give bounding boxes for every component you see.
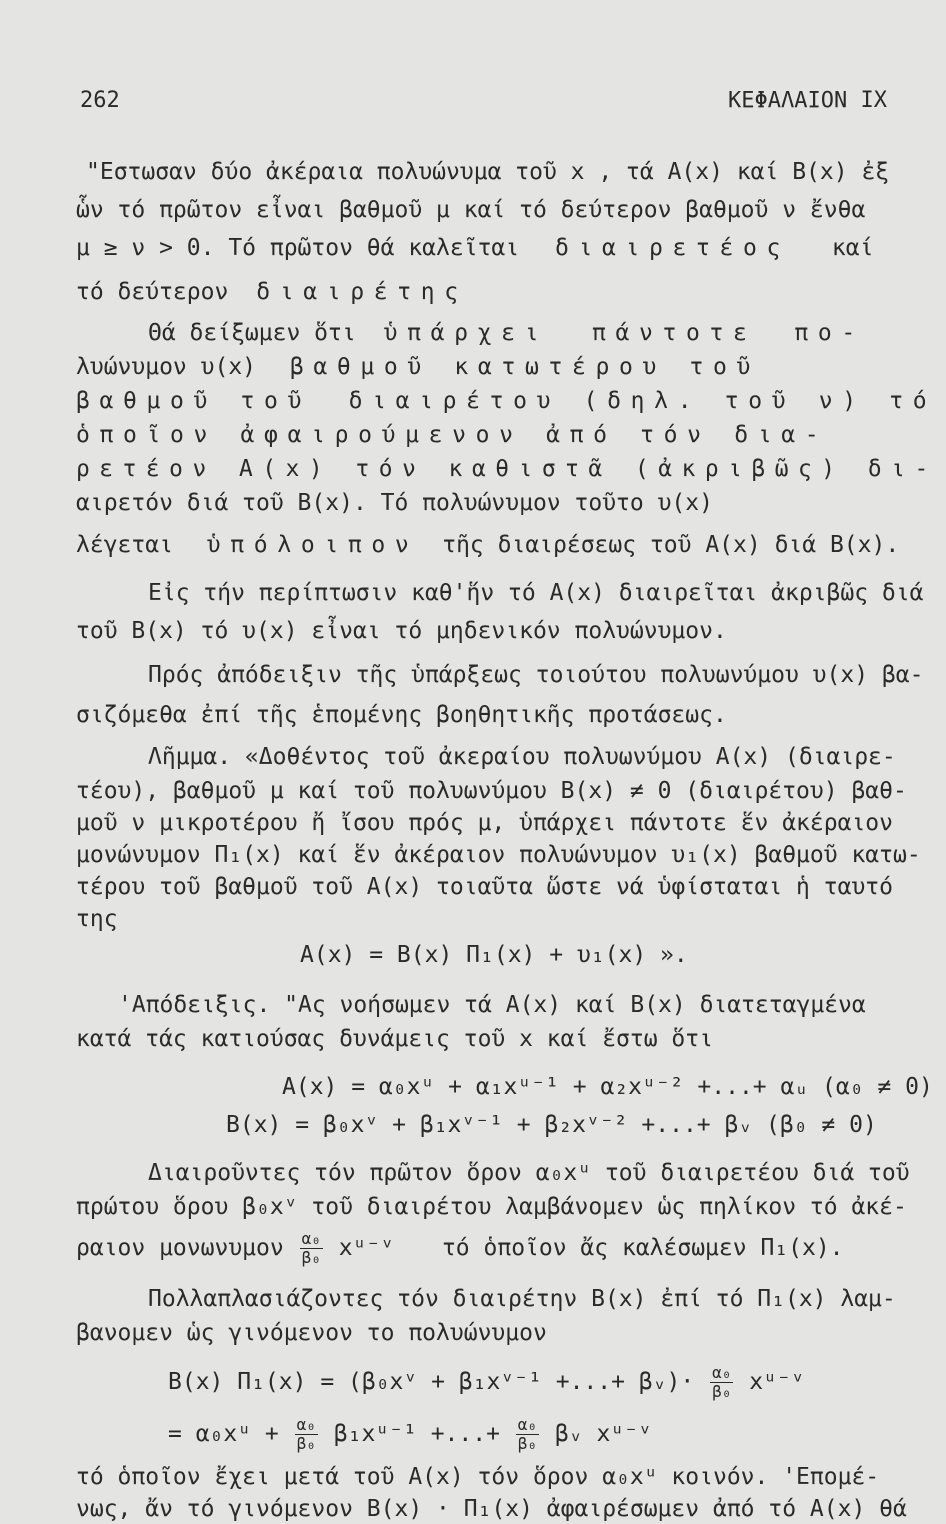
text-line-5-start: Θά δείξωμεν ὅτι: [148, 320, 356, 346]
product-fraction-1-numerator: α₀: [712, 1363, 732, 1382]
product-fraction-1-denominator: β₀: [712, 1382, 732, 1401]
text-line-5: [148, 318, 865, 348]
proof-line-5: [76, 1230, 844, 1267]
proof-line-2: κατά τάς κατιούσας δυνάμεις τοῦ x καί ἔστω ὅτι: [76, 1026, 713, 1052]
text-line-14: Πρός ἀπόδειξιν τῆς ὑπάρξεως τοιούτου πολυωνύμου υ(x) βα-: [148, 662, 924, 688]
product-term-bv: βᵥ xᵘ⁻ᵛ: [554, 1421, 652, 1447]
lemma-line-5: τέρου τοῦ βαθμοῦ τοῦ A(x) τοιαῦτα ὥστε νά ὑφίσταται ἡ ταυτό: [76, 874, 893, 900]
formula-a: A(x) = α₀xᵘ + α₁xᵘ⁻¹ + α₂xᵘ⁻² +...+ αᵤ (α₀ ≠ 0): [282, 1074, 933, 1100]
text-line-3: [76, 233, 873, 263]
product-line-1: [168, 1364, 805, 1401]
proof-line-9: νως, ἄν τό γινόμενον B(x) · Π₁(x) ἀφαιρέσωμεν ἀπό τό A(x) θά: [76, 1496, 907, 1522]
text-line-4: [76, 277, 468, 307]
term-yparxei: ὑπάρχει: [383, 320, 549, 346]
lemma-line-1: Λῆμμα. «Δοθέντος τοῦ ἀκεραίου πολυωνύμου A(x) (διαιρε-: [148, 744, 896, 770]
fraction-numerator: α₀: [301, 1229, 321, 1248]
proof-line-8: τό ὁποῖον ἔχει μετά τοῦ A(x) τόν ὅρον α₀xᵘ κοινόν. 'Επομέ-: [76, 1464, 880, 1490]
product-fraction-3-numerator: α₀: [517, 1415, 538, 1434]
product-fraction-2-denominator: β₀: [296, 1434, 316, 1453]
fraction-a0-b0: [300, 1230, 323, 1267]
text-line-8: ὁποῖον ἀφαιρούμενον ἀπό τόν δια-: [76, 422, 829, 448]
proof-line-5-end: τό ὁποῖον ἄς καλέσωμεν Π₁(x).: [441, 1235, 844, 1261]
product-fraction-2: [295, 1416, 318, 1453]
product-line-2-start: = α₀xᵘ +: [168, 1421, 279, 1447]
page-number: 262: [80, 88, 120, 113]
term-po: πο-: [794, 320, 865, 346]
product-fraction-3-denominator: β₀: [517, 1434, 538, 1453]
text-line-1: "Εστωσαν δύο ἀκέραια πολυώνυμα τοῦ x , τά A(x) καί B(x) ἐξ: [86, 159, 890, 185]
text-line-10: αιρετόν διά τοῦ B(x). Τό πολυώνυμον τοῦτο υ(x): [76, 490, 713, 516]
term-ypoloipon: ὑπόλοιπον: [206, 532, 419, 558]
text-line-4-start: τό δεύτερον: [76, 279, 229, 305]
lemma-line-4: μονώνυμον Π₁(x) καί ἕν ἀκέραιον πολυώνυμον υ₁(x) βαθμοῦ κατω-: [76, 842, 921, 868]
proof-line-1: 'Απόδειξις. "Ας νοήσωμεν τά A(x) καί B(x) διατεταγμένα: [118, 992, 866, 1018]
text-line-12: Εἰς τήν περίπτωσιν καθ'ἥν τό A(x) διαιρεῖται ἀκριβῶς διά: [148, 580, 924, 606]
proof-line-6: Πολλαπλασιάζοντες τόν διαιρέτην B(x) ἐπί τό Π₁(x) λαμ-: [148, 1286, 896, 1312]
chapter-title: ΚΕΦΑΛΑΙΟΝ IX: [728, 88, 887, 113]
power-x: xᵘ⁻ᵛ: [338, 1235, 395, 1261]
lemma-identity: A(x) = B(x) Π₁(x) + υ₁(x) ».: [300, 942, 688, 968]
product-fraction-2-numerator: α₀: [296, 1415, 316, 1434]
lemma-line-3: μοῦ ν μικροτέρου ἤ ἴσου πρός μ, ὑπάρχει πάντοτε ἕν ἀκέραιον: [76, 810, 893, 836]
term-vathmou-katoterou: βαθμοῦ κατωτέρου τοῦ: [289, 354, 761, 380]
proof-line-7: βανομεν ὡς γινόμενον το πολυώνυμον: [76, 1320, 547, 1346]
product-fraction-3: [516, 1416, 539, 1453]
term-pantote: πάντοτε: [592, 320, 757, 346]
product-term-b1: β₁xᵘ⁻¹ +...+: [333, 1421, 500, 1447]
word-kai: καί: [831, 235, 874, 261]
text-line-6: [76, 352, 760, 382]
text-line-11-end: τῆς διαιρέσεως τοῦ A(x) διά B(x).: [442, 532, 900, 558]
proof-line-5-start: ραιον μονωνυμον: [76, 1235, 284, 1261]
text-line-9: ρετέον A(x) τόν καθιστᾶ (ἀκριβῶς) δι-: [76, 456, 938, 482]
text-line-11: [76, 530, 899, 560]
text-line-2: ὧν τό πρῶτον εἶναι βαθμοῦ μ καί τό δεύτερον βαθμοῦ ν ἔνθα: [76, 197, 866, 223]
product-line-1-start: B(x) Π₁(x) = (β₀xᵛ + β₁xᵛ⁻¹ +...+ βᵥ)·: [168, 1369, 695, 1395]
product-fraction-1: [710, 1364, 733, 1401]
fraction-denominator: β₀: [301, 1248, 321, 1267]
proof-line-4: πρώτου ὅρου β₀xᵛ τοῦ διαιρέτου λαμβάνομεν ὡς πηλίκον τό ἀκέ-: [76, 1194, 907, 1220]
text-line-3-start: μ ≥ ν > 0. Τό πρῶτον θά καλεῖται: [76, 235, 520, 261]
text-line-7: [76, 386, 936, 416]
text-line-6-start: λυώνυμον υ(x): [76, 354, 257, 380]
lemma-line-6: της: [76, 906, 118, 932]
term-diairetis: διαιρέτης: [256, 279, 468, 305]
product-power-x: xᵘ⁻ᵛ: [749, 1369, 805, 1395]
text-line-11-start: λέγεται: [76, 532, 173, 558]
lemma-line-2: τέου), βαθμοῦ μ καί τοῦ πολυωνύμου B(x) ≠ 0 (διαιρέτου) βαθ-: [76, 778, 907, 804]
formula-b: B(x) = β₀xᵛ + β₁xᵛ⁻¹ + β₂xᵛ⁻² +...+ βᵥ (β₀ ≠ 0): [226, 1112, 877, 1138]
term-diairetou: διαιρέτου (δηλ. τοῦ ν) τό: [348, 388, 937, 414]
proof-line-3: Διαιροῦντες τόν πρῶτον ὅρον α₀xᵘ τοῦ διαιρετέου διά τοῦ: [148, 1160, 910, 1186]
text-line-7-start: βαθμοῦ τοῦ: [76, 388, 312, 414]
text-line-15: σιζόμεθα ἐπί τῆς ἑπομένης βοηθητικῆς προτάσεως.: [76, 702, 727, 728]
product-line-2: [168, 1416, 652, 1453]
term-diaireteos: διαιρετέος: [554, 235, 791, 261]
text-line-13: τοῦ B(x) τό υ(x) εἶναι τό μηδενικόν πολυώνυμον.: [76, 618, 727, 644]
